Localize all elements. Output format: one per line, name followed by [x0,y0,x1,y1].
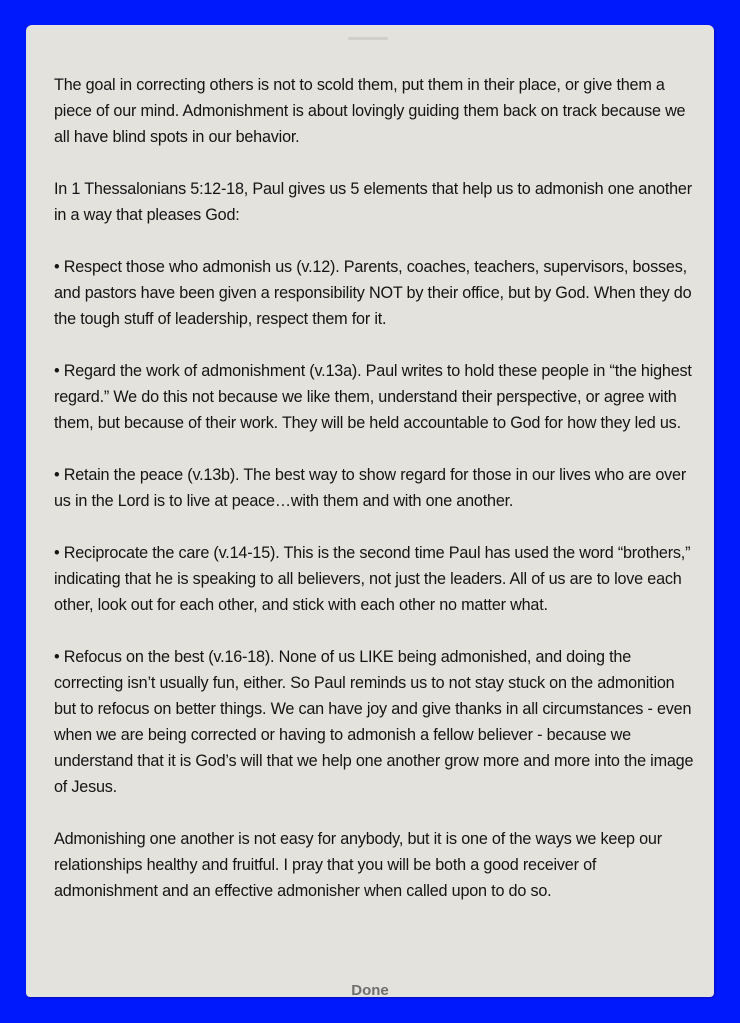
paragraph-conclusion: Admonishing one another is not easy for anybody, but it is one of the ways we keep our relationships healthy and fruitful. I pray that you will be both a good receiver of admonishment and an effective admonisher when called upon to do so. [54,830,662,900]
bullet-reciprocate: • Reciprocate the care (v.14-15). This is the second time Paul has used the word “brothers,” indicating that he is speaking to all believers, not just the leaders. All of us are to love each other, look out for each other, and stick with each other no matter what. [54,544,691,614]
text-sheet [26,25,714,997]
bullet-respect: • Respect those who admonish us (v.12). Parents, coaches, teachers, supervisors, bosses, and pastors have been given a responsibility NOT by their office, but by God. When they do the tough stuff of leadership, respect them for it. [54,258,692,328]
done-button[interactable]: Done [351,982,389,997]
paragraph-intro: The goal in correcting others is not to scold them, put them in their place, or give them a piece of our mind. Admonishment is about lovingly guiding them back on track because we all have blind spots in our behavior. [54,76,686,146]
bullet-refocus: • Refocus on the best (v.16-18). None of us LIKE being admonished, and doing the correcting isn’t usually fun, either. So Paul reminds us to not stay stuck on the admonition but to refocus on better things. We can have joy and give thanks in all circumstances - even when we are being corrected or having to admonish a fellow believer - because we understand that it is God’s will that we help one another grow more and more into the image of Jesus. [54,648,694,796]
text-content [54,72,694,930]
sheet-grabber-handle[interactable] [348,37,388,40]
bullet-regard: • Regard the work of admonishment (v.13a). Paul writes to hold these people in “the highest regard.” We do this not because we like them, understand their perspective, or agree with them, but because of their work. They will be held accountable to God for how they led us. [54,362,692,432]
paragraph-thessalonians: In 1 Thessalonians 5:12-18, Paul gives us 5 elements that help us to admonish one another in a way that pleases God: [54,180,692,224]
bullet-retain: • Retain the peace (v.13b). The best way to show regard for those in our lives who are over us in the Lord is to live at peace…with them and with one another. [54,466,687,510]
